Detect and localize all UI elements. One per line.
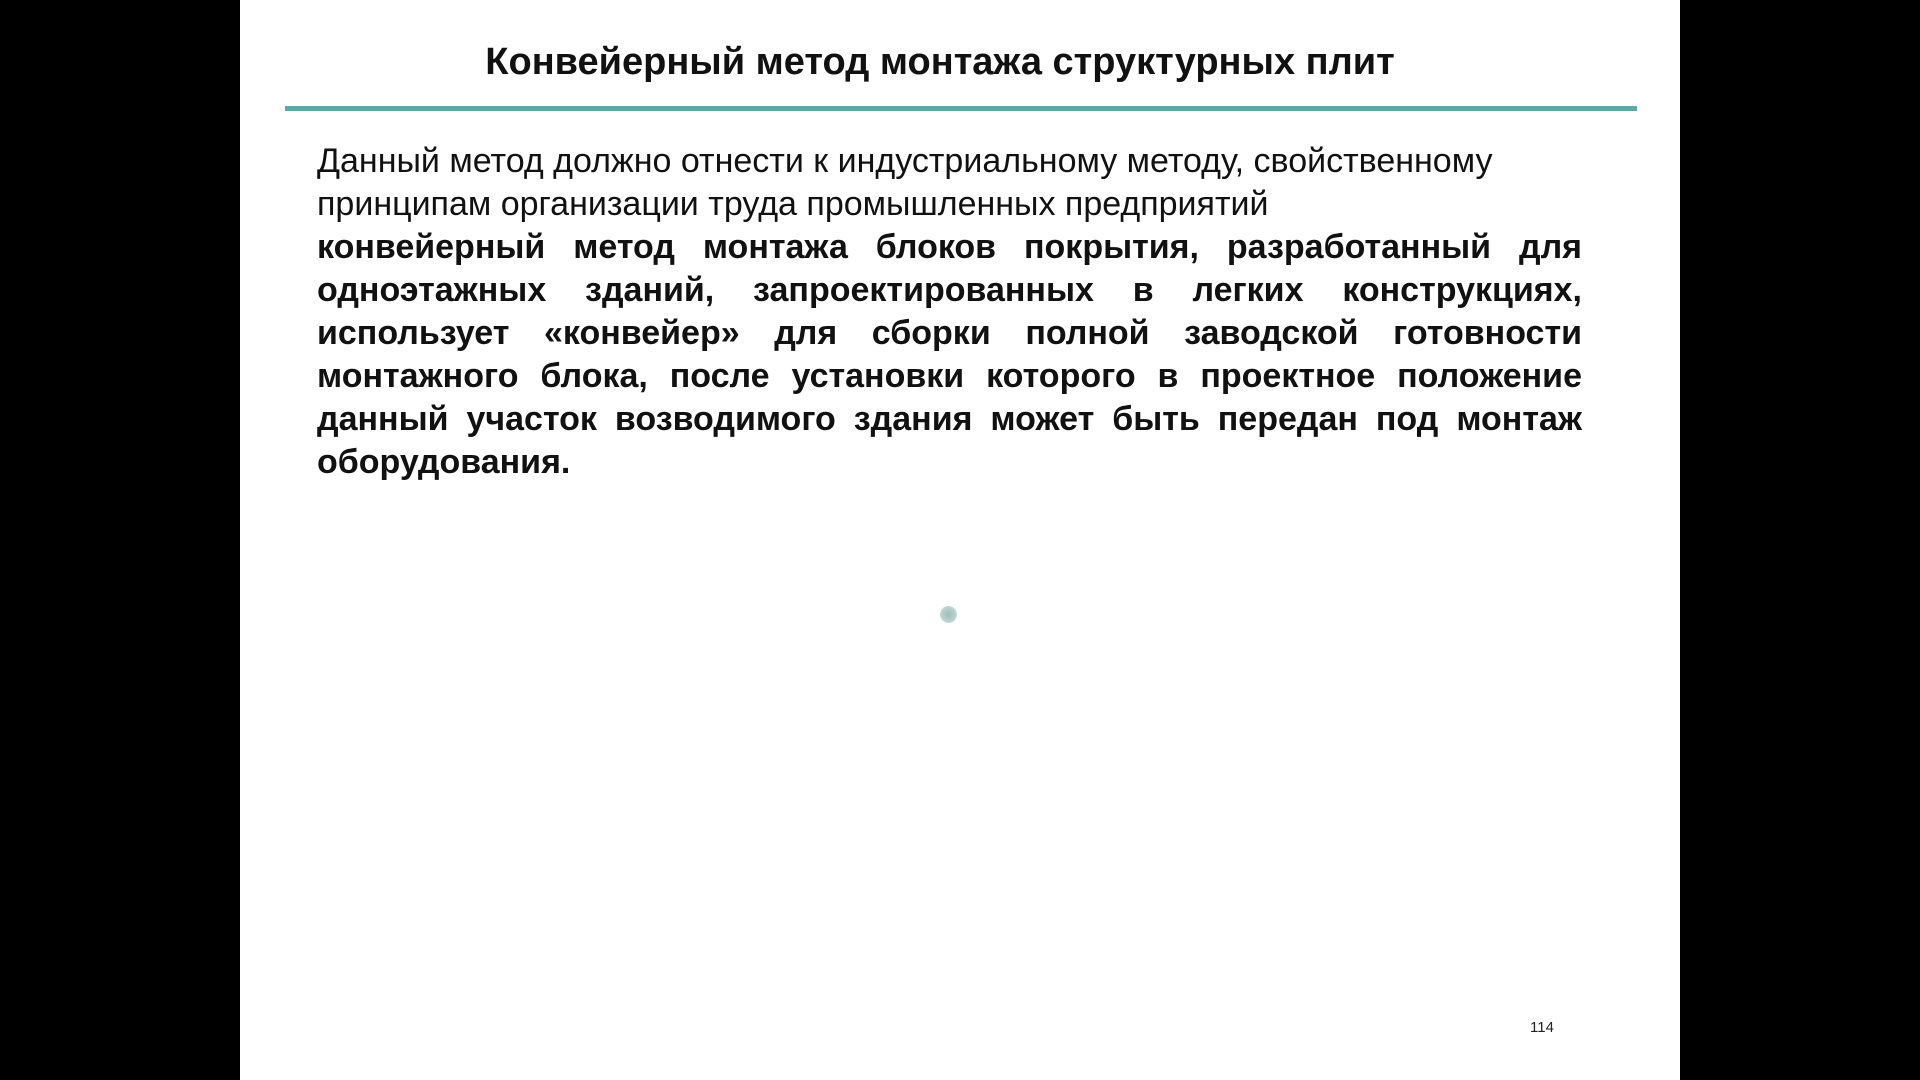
- slide-body: [317, 140, 1582, 484]
- slide: [240, 0, 1680, 1080]
- title-divider: [285, 106, 1637, 111]
- bold-paragraph: конвейерный метод монтажа блоков покрытия, разработанный для одноэтажных зданий, запроектированных в легких конструкциях, использует «конвейер» для сборки полной заводской готовности монтажного блока, после установки которого в проектное положение данный участок возводимого здания может быть передан под монтаж оборудования.: [317, 228, 1582, 481]
- page-number: 114: [1530, 1019, 1554, 1036]
- pointer-cursor-icon: [940, 606, 957, 623]
- intro-paragraph: Данный метод должно отнести к индустриальному методу, свойственному принципам организации труда промышленных предприятий: [317, 142, 1493, 223]
- slide-title: Конвейерный метод монтажа структурных плит: [485, 41, 1395, 83]
